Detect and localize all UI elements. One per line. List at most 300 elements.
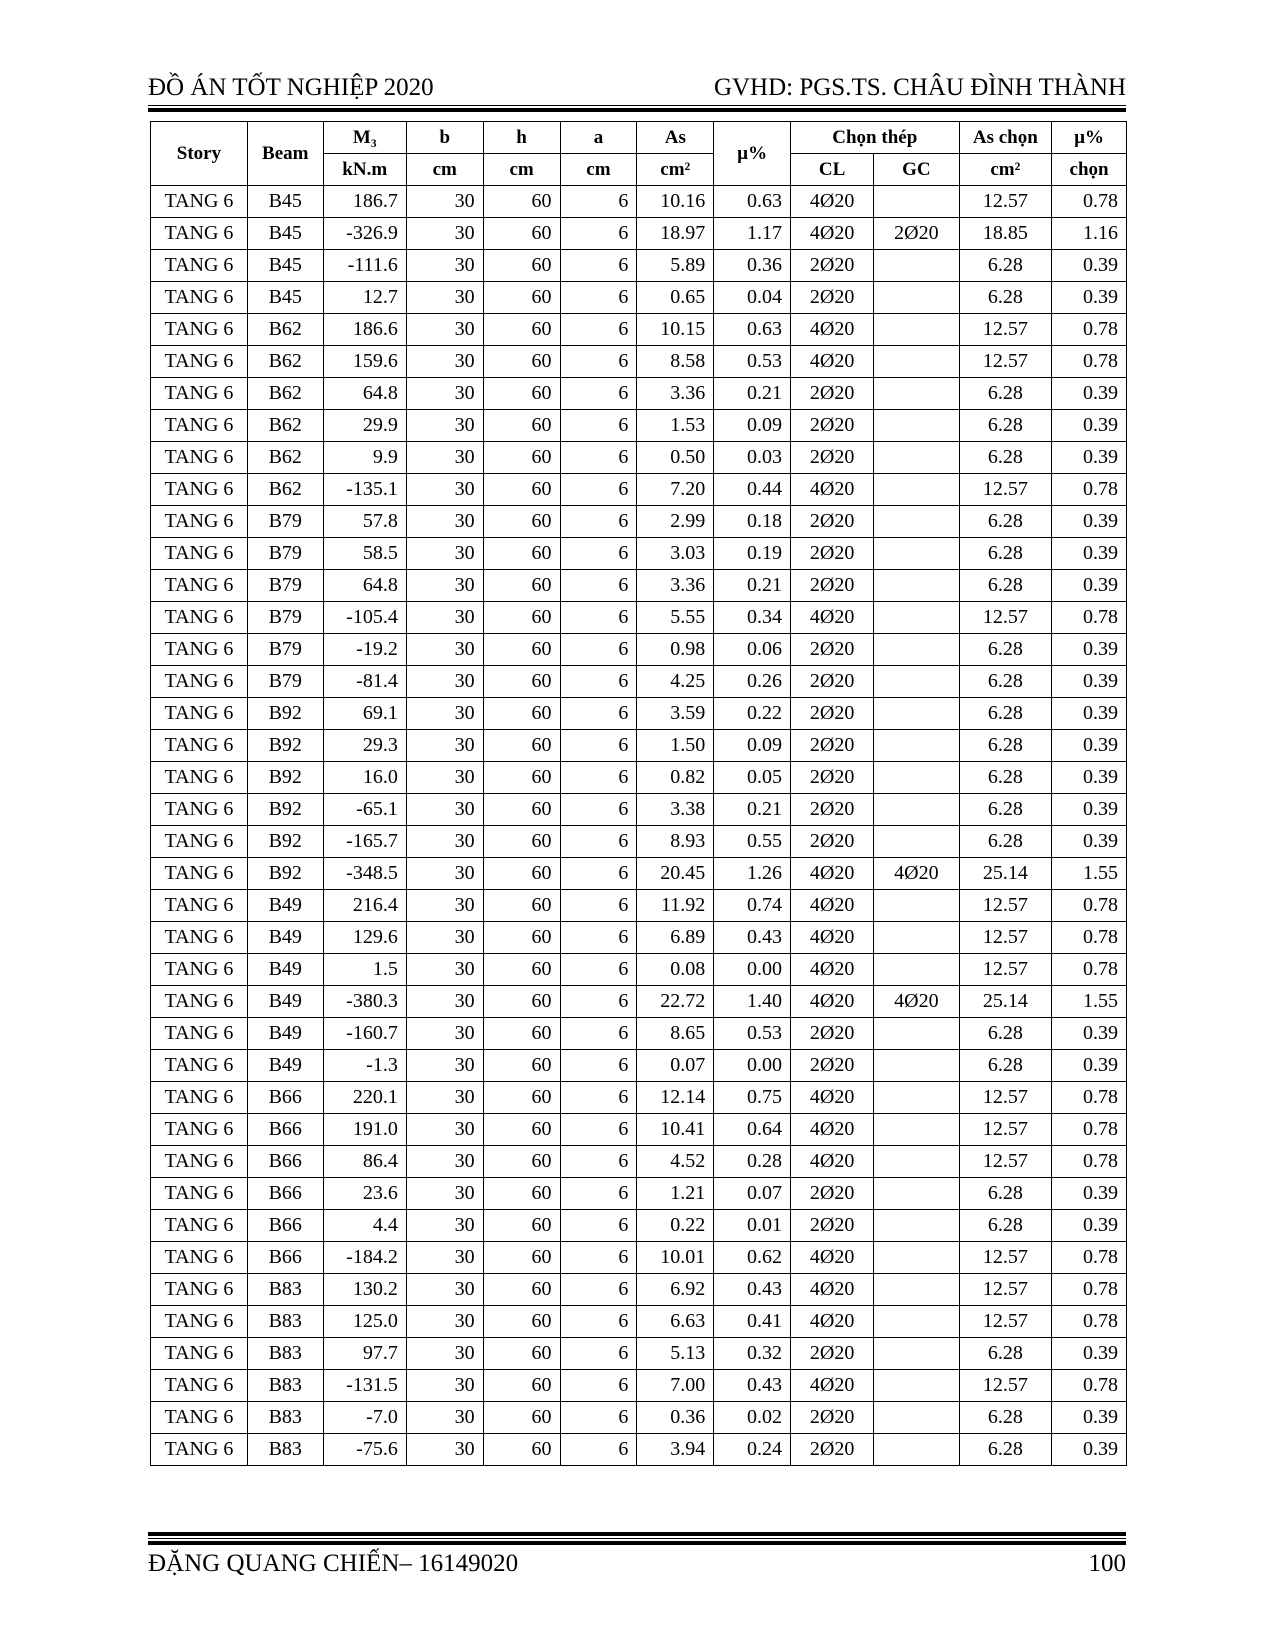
cell-a: 6 — [560, 282, 637, 314]
cell-as-chon: 18.85 — [959, 218, 1052, 250]
cell-beam: B49 — [247, 890, 323, 922]
cell-story: TANG 6 — [151, 634, 248, 666]
cell-gc — [874, 1146, 959, 1178]
cell-a: 6 — [560, 794, 637, 826]
cell-cl: 2Ø20 — [791, 698, 874, 730]
cell-a: 6 — [560, 538, 637, 570]
table-row — [151, 602, 1127, 634]
cell-gc: 4Ø20 — [874, 986, 959, 1018]
cell-mu-chon: 0.39 — [1052, 1178, 1127, 1210]
cell-h: 60 — [483, 890, 560, 922]
cell-as-chon: 6.28 — [959, 1210, 1052, 1242]
table-row — [151, 1306, 1127, 1338]
cell-m3: -165.7 — [323, 826, 406, 858]
cell-b: 30 — [406, 474, 483, 506]
cell-cl: 2Ø20 — [791, 250, 874, 282]
cell-h: 60 — [483, 314, 560, 346]
cell-h: 60 — [483, 282, 560, 314]
cell-mu-chon: 0.78 — [1052, 1146, 1127, 1178]
cell-as-chon: 6.28 — [959, 634, 1052, 666]
cell-gc — [874, 1434, 959, 1466]
cell-mu: 0.03 — [714, 442, 791, 474]
cell-gc — [874, 730, 959, 762]
cell-story: TANG 6 — [151, 794, 248, 826]
cell-mu: 0.75 — [714, 1082, 791, 1114]
cell-h: 60 — [483, 698, 560, 730]
cell-h: 60 — [483, 986, 560, 1018]
cell-story: TANG 6 — [151, 1114, 248, 1146]
cell-as-chon: 12.57 — [959, 602, 1052, 634]
col-header-chon-thep: Chọn thép — [791, 122, 959, 154]
cell-a: 6 — [560, 602, 637, 634]
cell-cl: 4Ø20 — [791, 986, 874, 1018]
cell-mu-chon: 0.39 — [1052, 1402, 1127, 1434]
cell-as: 6.89 — [637, 922, 714, 954]
cell-beam: B66 — [247, 1178, 323, 1210]
cell-gc — [874, 954, 959, 986]
cell-m3: 9.9 — [323, 442, 406, 474]
cell-mu: 0.63 — [714, 314, 791, 346]
cell-b: 30 — [406, 1178, 483, 1210]
cell-mu: 0.43 — [714, 1274, 791, 1306]
cell-mu: 0.28 — [714, 1146, 791, 1178]
cell-h: 60 — [483, 1402, 560, 1434]
cell-h: 60 — [483, 1242, 560, 1274]
cell-m3: -131.5 — [323, 1370, 406, 1402]
table-row — [151, 922, 1127, 954]
cell-beam: B92 — [247, 762, 323, 794]
cell-as-chon: 12.57 — [959, 346, 1052, 378]
cell-mu-chon: 0.39 — [1052, 698, 1127, 730]
cell-story: TANG 6 — [151, 410, 248, 442]
cell-h: 60 — [483, 666, 560, 698]
cell-mu: 0.24 — [714, 1434, 791, 1466]
cell-as-chon: 6.28 — [959, 442, 1052, 474]
cell-a: 6 — [560, 1146, 637, 1178]
cell-mu: 0.00 — [714, 954, 791, 986]
cell-as: 0.65 — [637, 282, 714, 314]
cell-as-chon: 6.28 — [959, 570, 1052, 602]
cell-cl: 2Ø20 — [791, 634, 874, 666]
cell-mu: 0.43 — [714, 1370, 791, 1402]
cell-cl: 4Ø20 — [791, 314, 874, 346]
cell-as: 0.08 — [637, 954, 714, 986]
cell-h: 60 — [483, 410, 560, 442]
cell-story: TANG 6 — [151, 698, 248, 730]
cell-as: 7.20 — [637, 474, 714, 506]
cell-h: 60 — [483, 826, 560, 858]
cell-story: TANG 6 — [151, 1018, 248, 1050]
cell-m3: -1.3 — [323, 1050, 406, 1082]
cell-mu: 0.19 — [714, 538, 791, 570]
cell-a: 6 — [560, 186, 637, 218]
cell-h: 60 — [483, 1338, 560, 1370]
cell-beam: B83 — [247, 1274, 323, 1306]
cell-b: 30 — [406, 218, 483, 250]
cell-mu: 0.21 — [714, 794, 791, 826]
cell-story: TANG 6 — [151, 826, 248, 858]
cell-as: 20.45 — [637, 858, 714, 890]
cell-gc — [874, 762, 959, 794]
cell-beam: B92 — [247, 698, 323, 730]
cell-as-chon: 6.28 — [959, 282, 1052, 314]
cell-cl: 2Ø20 — [791, 1402, 874, 1434]
cell-m3: -348.5 — [323, 858, 406, 890]
cell-m3: -160.7 — [323, 1018, 406, 1050]
cell-h: 60 — [483, 1114, 560, 1146]
cell-a: 6 — [560, 442, 637, 474]
col-header-mu: µ% — [714, 122, 791, 186]
cell-b: 30 — [406, 1434, 483, 1466]
cell-h: 60 — [483, 506, 560, 538]
cell-cl: 2Ø20 — [791, 442, 874, 474]
cell-b: 30 — [406, 250, 483, 282]
table-row — [151, 1210, 1127, 1242]
cell-a: 6 — [560, 474, 637, 506]
cell-gc — [874, 282, 959, 314]
cell-mu: 0.53 — [714, 346, 791, 378]
cell-mu: 1.26 — [714, 858, 791, 890]
cell-m3: 29.9 — [323, 410, 406, 442]
cell-as: 1.21 — [637, 1178, 714, 1210]
cell-m3: 159.6 — [323, 346, 406, 378]
cell-beam: B92 — [247, 858, 323, 890]
table-row — [151, 218, 1127, 250]
cell-beam: B45 — [247, 186, 323, 218]
cell-mu-chon: 1.16 — [1052, 218, 1127, 250]
cell-beam: B66 — [247, 1082, 323, 1114]
cell-h: 60 — [483, 762, 560, 794]
cell-beam: B66 — [247, 1210, 323, 1242]
cell-as: 0.36 — [637, 1402, 714, 1434]
cell-b: 30 — [406, 794, 483, 826]
table-row — [151, 1082, 1127, 1114]
cell-as-chon: 6.28 — [959, 1050, 1052, 1082]
cell-h: 60 — [483, 1018, 560, 1050]
cell-as-chon: 6.28 — [959, 538, 1052, 570]
cell-b: 30 — [406, 282, 483, 314]
cell-as-chon: 25.14 — [959, 986, 1052, 1018]
cell-story: TANG 6 — [151, 954, 248, 986]
cell-story: TANG 6 — [151, 346, 248, 378]
header-advisor: GVHD: PGS.TS. CHÂU ĐÌNH THÀNH — [713, 74, 1126, 101]
cell-b: 30 — [406, 442, 483, 474]
cell-b: 30 — [406, 1402, 483, 1434]
cell-gc — [874, 1018, 959, 1050]
table-row — [151, 1434, 1127, 1466]
cell-a: 6 — [560, 666, 637, 698]
cell-as: 0.50 — [637, 442, 714, 474]
cell-beam: B62 — [247, 378, 323, 410]
cell-as-chon: 12.57 — [959, 186, 1052, 218]
cell-mu-chon: 0.39 — [1052, 1018, 1127, 1050]
cell-as-chon: 6.28 — [959, 410, 1052, 442]
cell-b: 30 — [406, 1274, 483, 1306]
cell-mu-chon: 0.39 — [1052, 570, 1127, 602]
footer-author: ĐẶNG QUANG CHIẾN– 16149020 — [148, 1550, 519, 1577]
cell-m3: -184.2 — [323, 1242, 406, 1274]
table-body — [151, 186, 1127, 1466]
cell-beam: B79 — [247, 506, 323, 538]
cell-mu-chon: 0.39 — [1052, 282, 1127, 314]
cell-gc — [874, 1178, 959, 1210]
col-header-h: h — [483, 122, 560, 154]
cell-m3: -111.6 — [323, 250, 406, 282]
cell-mu: 0.55 — [714, 826, 791, 858]
cell-as-chon: 12.57 — [959, 1114, 1052, 1146]
cell-a: 6 — [560, 1018, 637, 1050]
table-row — [151, 1050, 1127, 1082]
cell-as: 8.93 — [637, 826, 714, 858]
cell-b: 30 — [406, 570, 483, 602]
cell-story: TANG 6 — [151, 1050, 248, 1082]
cell-cl: 2Ø20 — [791, 378, 874, 410]
cell-beam: B49 — [247, 1018, 323, 1050]
cell-story: TANG 6 — [151, 1274, 248, 1306]
cell-mu-chon: 0.39 — [1052, 666, 1127, 698]
cell-cl: 4Ø20 — [791, 1306, 874, 1338]
cell-as: 0.82 — [637, 762, 714, 794]
cell-cl: 4Ø20 — [791, 922, 874, 954]
cell-mu-chon: 0.78 — [1052, 602, 1127, 634]
table-row — [151, 730, 1127, 762]
cell-mu-chon: 0.78 — [1052, 922, 1127, 954]
cell-gc: 4Ø20 — [874, 858, 959, 890]
cell-story: TANG 6 — [151, 858, 248, 890]
table-row — [151, 666, 1127, 698]
cell-a: 6 — [560, 570, 637, 602]
table-row — [151, 346, 1127, 378]
table-row — [151, 538, 1127, 570]
cell-mu: 0.09 — [714, 730, 791, 762]
cell-h: 60 — [483, 1434, 560, 1466]
cell-h: 60 — [483, 1082, 560, 1114]
cell-b: 30 — [406, 1018, 483, 1050]
cell-mu: 0.02 — [714, 1402, 791, 1434]
cell-a: 6 — [560, 730, 637, 762]
cell-m3: 64.8 — [323, 570, 406, 602]
cell-as-chon: 12.57 — [959, 1274, 1052, 1306]
cell-mu-chon: 0.39 — [1052, 250, 1127, 282]
cell-gc — [874, 1082, 959, 1114]
cell-a: 6 — [560, 1402, 637, 1434]
cell-a: 6 — [560, 1306, 637, 1338]
cell-as: 3.94 — [637, 1434, 714, 1466]
cell-beam: B83 — [247, 1402, 323, 1434]
cell-cl: 4Ø20 — [791, 890, 874, 922]
cell-b: 30 — [406, 698, 483, 730]
cell-mu-chon: 0.78 — [1052, 890, 1127, 922]
cell-m3: 186.7 — [323, 186, 406, 218]
cell-h: 60 — [483, 1370, 560, 1402]
cell-beam: B66 — [247, 1114, 323, 1146]
cell-m3: 4.4 — [323, 1210, 406, 1242]
cell-b: 30 — [406, 1242, 483, 1274]
cell-story: TANG 6 — [151, 1338, 248, 1370]
cell-as: 3.36 — [637, 378, 714, 410]
cell-as: 0.22 — [637, 1210, 714, 1242]
cell-cl: 2Ø20 — [791, 1018, 874, 1050]
cell-h: 60 — [483, 570, 560, 602]
cell-mu: 1.40 — [714, 986, 791, 1018]
table-row — [151, 794, 1127, 826]
cell-mu: 0.06 — [714, 634, 791, 666]
cell-a: 6 — [560, 1178, 637, 1210]
cell-as-chon: 12.57 — [959, 890, 1052, 922]
cell-mu: 0.04 — [714, 282, 791, 314]
table-row — [151, 314, 1127, 346]
cell-as-chon: 12.57 — [959, 1242, 1052, 1274]
cell-mu-chon: 0.78 — [1052, 1082, 1127, 1114]
cell-mu: 0.07 — [714, 1178, 791, 1210]
cell-h: 60 — [483, 1178, 560, 1210]
cell-m3: 216.4 — [323, 890, 406, 922]
cell-as: 7.00 — [637, 1370, 714, 1402]
cell-mu: 0.21 — [714, 378, 791, 410]
cell-a: 6 — [560, 986, 637, 1018]
cell-story: TANG 6 — [151, 250, 248, 282]
cell-h: 60 — [483, 858, 560, 890]
cell-as-chon: 25.14 — [959, 858, 1052, 890]
table-row — [151, 890, 1127, 922]
cell-beam: B92 — [247, 730, 323, 762]
cell-mu-chon: 0.78 — [1052, 1274, 1127, 1306]
cell-a: 6 — [560, 1370, 637, 1402]
col-header-mu-chon: µ% — [1052, 122, 1127, 154]
cell-a: 6 — [560, 1338, 637, 1370]
cell-gc — [874, 922, 959, 954]
cell-beam: B62 — [247, 474, 323, 506]
cell-a: 6 — [560, 890, 637, 922]
cell-cl: 2Ø20 — [791, 410, 874, 442]
cell-mu: 0.63 — [714, 186, 791, 218]
cell-m3: 1.5 — [323, 954, 406, 986]
cell-b: 30 — [406, 1338, 483, 1370]
cell-mu-chon: 0.78 — [1052, 314, 1127, 346]
unit-h: cm — [483, 154, 560, 186]
cell-cl: 4Ø20 — [791, 474, 874, 506]
cell-a: 6 — [560, 314, 637, 346]
header-title: ĐỒ ÁN TỐT NGHIỆP 2020 — [148, 74, 434, 101]
cell-m3: -105.4 — [323, 602, 406, 634]
cell-as-chon: 12.57 — [959, 922, 1052, 954]
cell-m3: -65.1 — [323, 794, 406, 826]
cell-gc — [874, 314, 959, 346]
cell-mu-chon: 0.39 — [1052, 1338, 1127, 1370]
cell-b: 30 — [406, 602, 483, 634]
subheader-gc: GC — [874, 154, 959, 186]
cell-mu: 0.05 — [714, 762, 791, 794]
cell-b: 30 — [406, 730, 483, 762]
cell-beam: B49 — [247, 1050, 323, 1082]
cell-as: 2.99 — [637, 506, 714, 538]
cell-b: 30 — [406, 890, 483, 922]
cell-story: TANG 6 — [151, 762, 248, 794]
cell-as: 0.98 — [637, 634, 714, 666]
table-row — [151, 410, 1127, 442]
cell-story: TANG 6 — [151, 1434, 248, 1466]
page-number: 100 — [1088, 1550, 1126, 1577]
cell-story: TANG 6 — [151, 538, 248, 570]
cell-story: TANG 6 — [151, 666, 248, 698]
cell-as: 3.59 — [637, 698, 714, 730]
cell-b: 30 — [406, 826, 483, 858]
cell-cl: 4Ø20 — [791, 954, 874, 986]
cell-b: 30 — [406, 538, 483, 570]
cell-as: 1.53 — [637, 410, 714, 442]
cell-b: 30 — [406, 1306, 483, 1338]
table-row — [151, 1402, 1127, 1434]
cell-beam: B66 — [247, 1146, 323, 1178]
cell-story: TANG 6 — [151, 1082, 248, 1114]
cell-m3: 129.6 — [323, 922, 406, 954]
cell-gc — [874, 602, 959, 634]
cell-as: 1.50 — [637, 730, 714, 762]
cell-m3: -19.2 — [323, 634, 406, 666]
col-header-beam: Beam — [247, 122, 323, 186]
cell-as: 10.15 — [637, 314, 714, 346]
cell-gc — [874, 442, 959, 474]
cell-mu-chon: 0.78 — [1052, 1242, 1127, 1274]
cell-story: TANG 6 — [151, 730, 248, 762]
cell-mu: 0.00 — [714, 1050, 791, 1082]
cell-gc — [874, 1274, 959, 1306]
cell-beam: B79 — [247, 538, 323, 570]
cell-cl: 2Ø20 — [791, 506, 874, 538]
cell-beam: B79 — [247, 570, 323, 602]
cell-a: 6 — [560, 1274, 637, 1306]
table-row — [151, 1242, 1127, 1274]
cell-beam: B49 — [247, 954, 323, 986]
cell-gc — [874, 1050, 959, 1082]
cell-h: 60 — [483, 186, 560, 218]
cell-a: 6 — [560, 218, 637, 250]
unit-m3: kN.m — [323, 154, 406, 186]
cell-a: 6 — [560, 250, 637, 282]
cell-m3: 57.8 — [323, 506, 406, 538]
cell-as: 11.92 — [637, 890, 714, 922]
cell-cl: 2Ø20 — [791, 666, 874, 698]
cell-h: 60 — [483, 794, 560, 826]
cell-b: 30 — [406, 186, 483, 218]
table-row — [151, 1018, 1127, 1050]
cell-m3: 16.0 — [323, 762, 406, 794]
cell-mu-chon: 0.78 — [1052, 474, 1127, 506]
cell-as: 3.03 — [637, 538, 714, 570]
cell-cl: 2Ø20 — [791, 826, 874, 858]
cell-story: TANG 6 — [151, 1178, 248, 1210]
cell-mu: 0.18 — [714, 506, 791, 538]
cell-b: 30 — [406, 922, 483, 954]
cell-as-chon: 6.28 — [959, 1402, 1052, 1434]
footer-rule-thin — [148, 1538, 1126, 1539]
cell-h: 60 — [483, 1146, 560, 1178]
cell-beam: B49 — [247, 922, 323, 954]
cell-h: 60 — [483, 378, 560, 410]
cell-mu: 1.17 — [714, 218, 791, 250]
cell-m3: 86.4 — [323, 1146, 406, 1178]
cell-as-chon: 6.28 — [959, 1434, 1052, 1466]
cell-mu-chon: 0.78 — [1052, 186, 1127, 218]
table-row — [151, 1146, 1127, 1178]
cell-mu: 0.21 — [714, 570, 791, 602]
cell-as: 6.63 — [637, 1306, 714, 1338]
cell-m3: 186.6 — [323, 314, 406, 346]
cell-beam: B83 — [247, 1434, 323, 1466]
cell-gc — [874, 1210, 959, 1242]
cell-as-chon: 6.28 — [959, 378, 1052, 410]
cell-gc — [874, 890, 959, 922]
